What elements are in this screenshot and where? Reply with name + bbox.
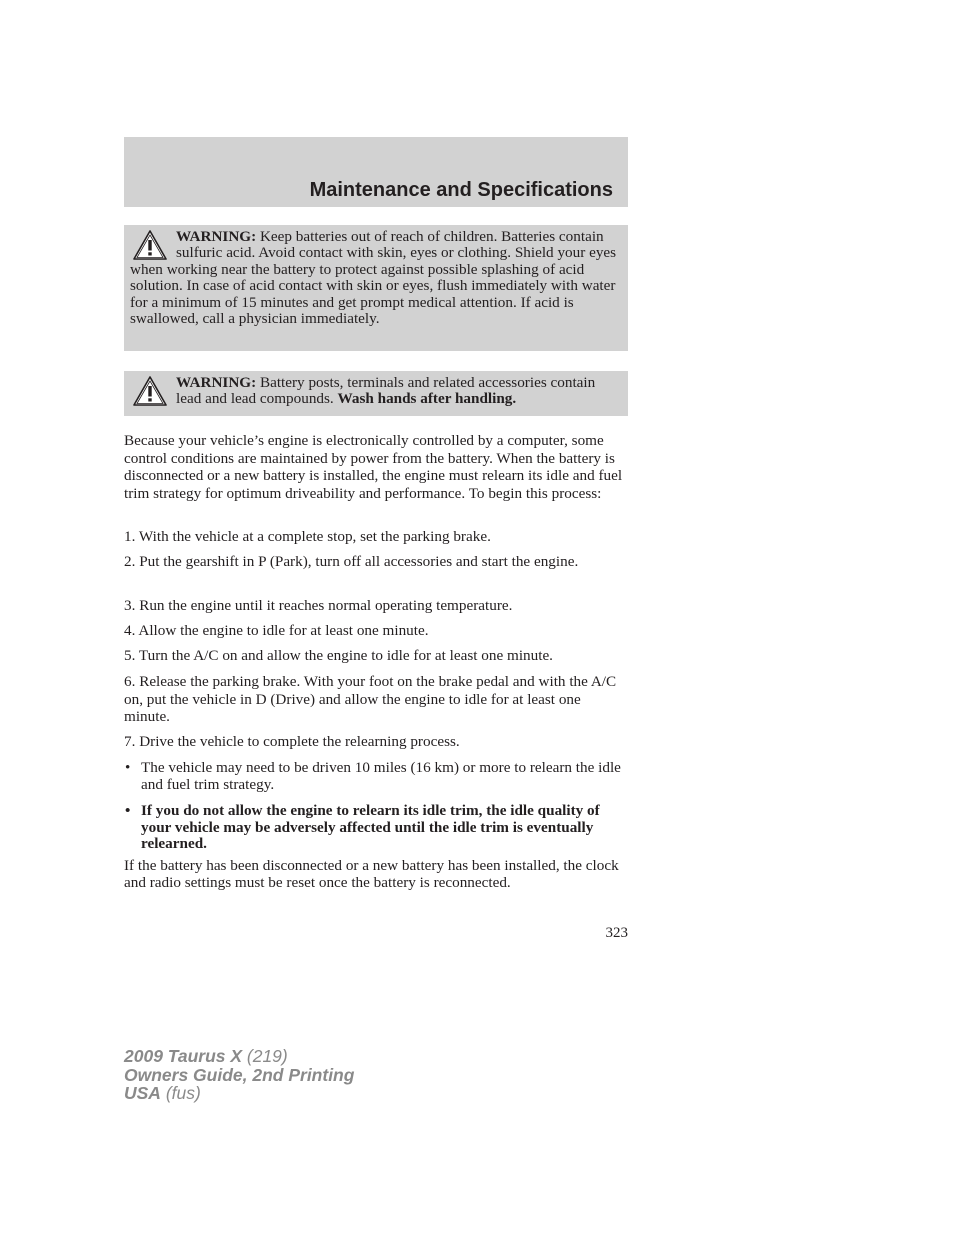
warning-label: WARNING: (176, 228, 257, 245)
warning-emphasis: Wash hands after handling. (337, 390, 517, 408)
step-text: 5. Turn the A/C on and allow the engine to idle for at least one minute. (124, 647, 553, 664)
step-4 (124, 622, 628, 640)
step-text: 1. With the vehicle at a complete stop, set the parking brake. (124, 528, 491, 545)
footer-guide: Owners Guide, 2nd Printing (124, 1064, 355, 1085)
warning-triangle-icon (132, 375, 168, 407)
bullet-text: If you do not allow the engine to relearn its idle trim, the idle quality of your vehicle may be adversely affected until the idle trim is eventually relearned. (141, 802, 600, 852)
step-text: 7. Drive the vehicle to complete the relearning process. (124, 733, 460, 750)
bullet-glyph: • (125, 802, 131, 819)
warning-triangle-icon (132, 229, 168, 261)
step-text: 6. Release the parking brake. With your foot on the brake pedal and with the A/C on, put the vehicle in D (Drive) and allow the engine to idle for at least one minute. (124, 673, 617, 725)
step-6 (124, 673, 628, 726)
footer-model: 2009 Taurus X (124, 1046, 243, 1066)
document-footer (124, 1047, 354, 1103)
step-text: 2. Put the gearshift in P (Park), turn off all accessories and start the engine. (124, 553, 579, 570)
warning-box-lead (124, 371, 628, 416)
bullet-glyph: • (125, 759, 131, 776)
warning-text: Battery posts, terminals and related accessories contain lead and lead compounds. (176, 374, 596, 408)
bullet-item (124, 803, 628, 853)
warning-text: Keep batteries out of reach of children. Batteries contain sulfuric acid. Avoid contact with skin, eyes or clothing. Shield your eyes when working near the battery to protect against possible splashing of acid solution. In case of acid contact with skin or eyes, flush immediately with water for a minimum of 15 minutes and get prompt medical attention. If acid is swallowed, call a physician immediately. (130, 228, 617, 328)
footer-market: USA (124, 1083, 161, 1103)
closing-text: If the battery has been disconnected or a new battery has been installed, the clock and radio settings must be reset once the battery is reconnected. (124, 857, 619, 891)
step-3 (124, 597, 628, 615)
bullet-item (124, 760, 628, 793)
section-header (124, 137, 628, 207)
step-2 (124, 553, 628, 571)
warning-label: WARNING: (176, 374, 257, 391)
step-text: 4. Allow the engine to idle for at least one minute. (124, 622, 429, 639)
intro-text: Because your vehicle’s engine is electronically controlled by a computer, some control conditions are maintained by power from the battery. When the battery is disconnected or a new battery is installed, the engine must relearn its idle and fuel trim strategy for optimum driveability and performance. To begin this process: (124, 432, 623, 502)
footer-market-code: (fus) (160, 1083, 201, 1103)
step-1 (124, 528, 628, 546)
warning-box-battery-acid (124, 225, 628, 351)
closing-paragraph (124, 858, 628, 891)
step-5 (124, 647, 628, 665)
bullet-text: The vehicle may need to be driven 10 miles (16 km) or more to relearn the idle and fuel trim strategy. (141, 759, 621, 793)
step-7 (124, 733, 628, 751)
intro-paragraph (124, 432, 628, 502)
page-number: 323 (605, 925, 628, 941)
step-text: 3. Run the engine until it reaches normal operating temperature. (124, 597, 513, 614)
footer-model-code: (219) (242, 1046, 288, 1066)
section-title: Maintenance and Specifications (309, 179, 613, 201)
